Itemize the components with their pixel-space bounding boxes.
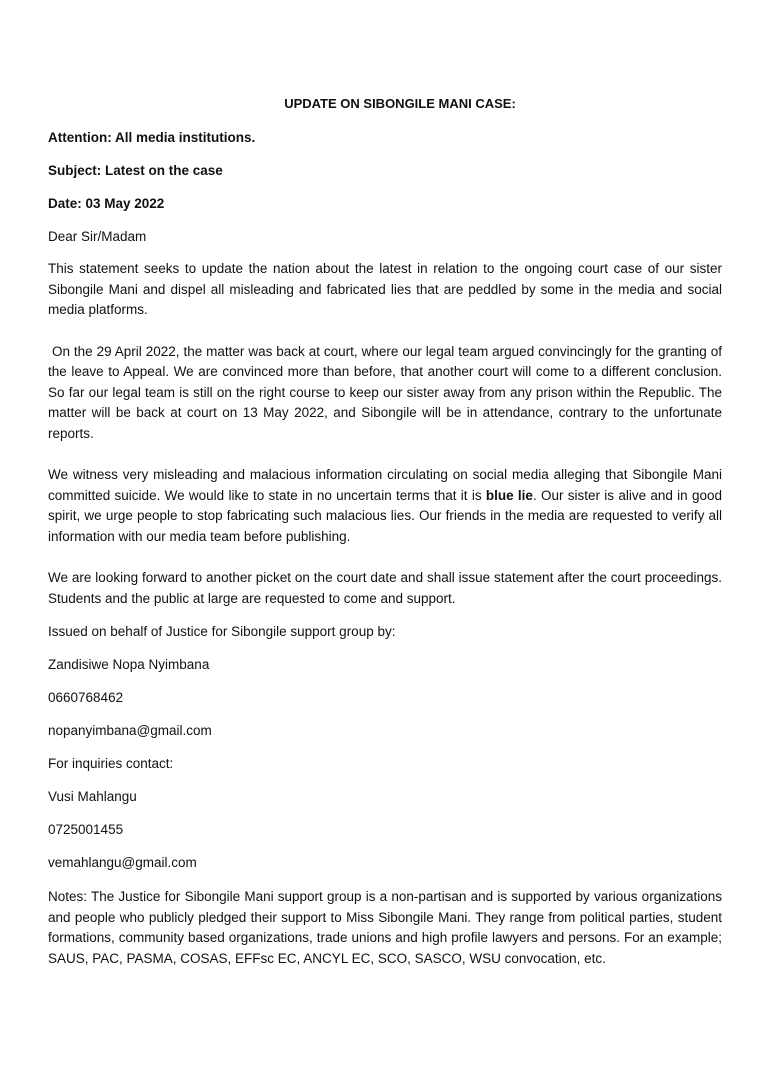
paragraph-court-update: On the 29 April 2022, the matter was back at court, where our legal team argued convincingly for the granting of the leave to Appeal. We are convinced more than before, that another court will come to a different conclusion. So far our legal team is still on the right course to keep our sister away from any prison within the Republic. The matter will be back at court on 13 May 2022, and Sibongile will be in attendance, contrary to the unfortunate reports. [48,343,726,441]
document-title: UPDATE ON SIBONGILE MANI CASE: [284,96,516,111]
paragraph-misinformation-end: . Our sister is alive and in good spirit, we urge people to stop fabricating such malacious lies. Our friends in the media are requested to verify all information with our media team before publishing. [48,487,722,544]
paragraph-misinformation-bold: blue lie [485,487,533,503]
contact-phone: 0725001455 [48,822,124,837]
date-line: Date: 03 May 2022 [48,196,165,211]
subject-line: Subject: Latest on the case [48,163,223,178]
contact-name: Vusi Mahlangu [48,789,137,804]
inquiries-label: For inquiries contact: [48,756,174,771]
paragraph-intro: This statement seeks to update the nation about the latest in relation to the ongoing court case of our sister Sibongile Mani and dispel all misleading and fabricated lies that are peddled by some in the media and social media platforms. [48,261,722,317]
issuer-name: Zandisiwe Nopa Nyimbana [48,657,210,672]
attention-line: Attention: All media institutions. [48,130,256,145]
contact-email: vemahlangu@gmail.com [48,855,197,870]
issuer-email: nopanyimbana@gmail.com [48,723,212,738]
paragraph-misinformation-start: We witness very misleading and malacious information circulating on social media alleging that Sibongile Mani committed suicide. We would like to state in no uncertain terms that it is [48,467,722,503]
paragraph-misinformation [48,465,722,547]
issuer-phone: 0660768462 [48,690,124,705]
paragraph-picket: We are looking forward to another picket on the court date and shall issue statement after the court proceedings. Students and the public at large are requested to come and support. [48,570,722,606]
issued-by-line: Issued on behalf of Justice for Sibongile support group by: [48,624,396,639]
notes-paragraph: Notes: The Justice for Sibongile Mani support group is a non-partisan and is supported by various organizations and people who publicly pledged their support to Miss Sibongile Mani. They range from political parties, student formations, community based organizations, trade unions and high profile lawyers and persons. For an example; SAUS, PAC, PASMA, COSAS, EFFsc EC, ANCYL EC, SCO, SASCO, WSU convocation, etc. [48,889,722,966]
salutation: Dear Sir/Madam [48,229,147,244]
